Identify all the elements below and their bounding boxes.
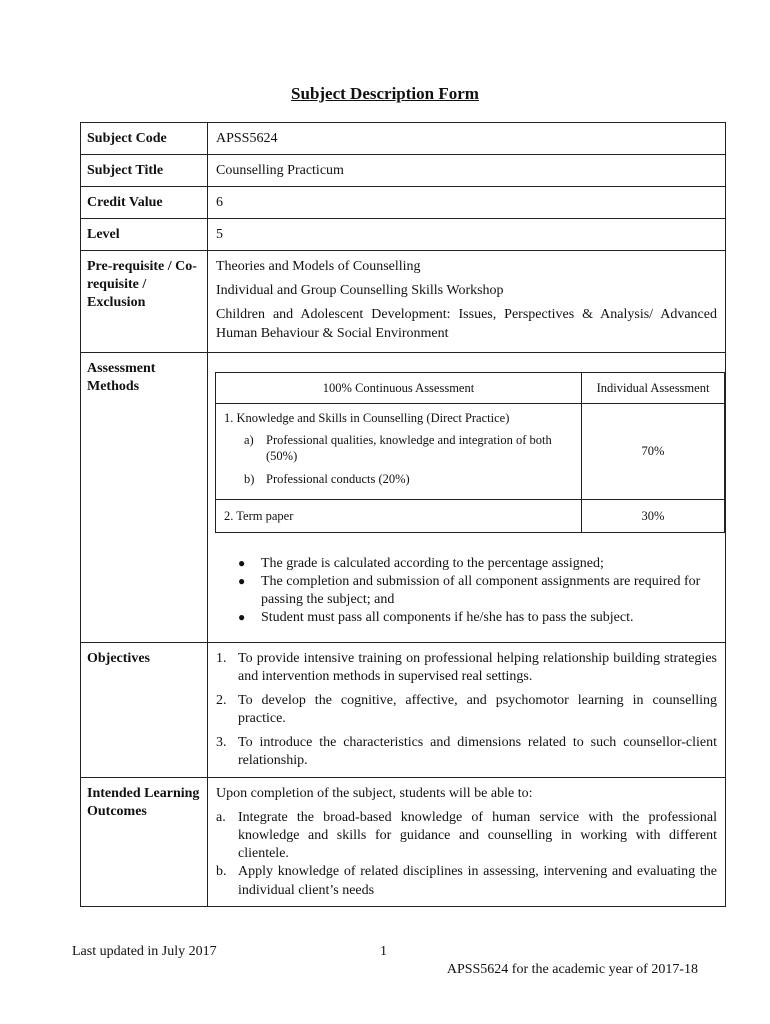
objectives-list xyxy=(216,650,717,771)
assessment-content xyxy=(208,352,726,642)
list-item xyxy=(238,555,717,573)
continuous-assessment-header: 100% Continuous Assessment xyxy=(216,372,582,403)
knowledge-skills-title: 1. Knowledge and Skills in Counselling (Direct Practice) xyxy=(224,410,510,425)
knowledge-skills-weight: 70% xyxy=(582,403,725,499)
assessment-item-row xyxy=(216,403,725,499)
subject-form-table xyxy=(80,122,726,907)
note-text: Student must pass all components if he/she has to pass the subject. xyxy=(261,610,634,626)
subitem-marker: b) xyxy=(244,471,255,486)
footer-academic-year: APSS5624 for the academic year of 2017-18 xyxy=(446,962,698,977)
level-value: 5 xyxy=(208,219,726,251)
page-title: Subject Description Form xyxy=(291,84,479,103)
row-outcomes xyxy=(81,777,726,906)
row-subject-title xyxy=(81,155,726,187)
subitem-a xyxy=(244,432,573,465)
item-text: Apply knowledge of related disciplines in assessing, intervening and evaluating the individual client’s needs xyxy=(238,864,717,898)
assessment-table xyxy=(215,372,725,533)
row-subject-code xyxy=(81,123,726,155)
subject-code-label: Subject Code xyxy=(81,123,208,155)
prerequisite-item: Children and Adolescent Development: Issues, Perspectives & Analysis/ Advanced Human Behaviour & Social Environment xyxy=(216,307,717,341)
item-text: Integrate the broad-based knowledge of human service with the professional knowledge and skills for guidance and counselling in working with different clientele. xyxy=(238,809,717,862)
subject-title-label: Subject Title xyxy=(81,155,208,187)
list-item xyxy=(238,609,717,627)
subject-title-value: Counselling Practicum xyxy=(208,155,726,187)
assessment-notes xyxy=(216,555,717,628)
list-item xyxy=(216,734,717,770)
outcomes-label: Intended Learning Outcomes xyxy=(81,777,208,906)
objectives-content xyxy=(208,642,726,777)
assessment-label: Assessment Methods xyxy=(81,352,208,642)
outcomes-intro: Upon completion of the subject, students will be able to: xyxy=(216,785,533,801)
prerequisite-item: Theories and Models of Counselling xyxy=(216,259,421,274)
assessment-header-row xyxy=(216,372,725,403)
page-number: 1 xyxy=(380,944,387,959)
item-text: To introduce the characteristics and dimensions related to such counsellor-client relationship. xyxy=(238,735,717,769)
item-number: 3. xyxy=(216,735,227,751)
prerequisite-list xyxy=(208,251,726,353)
prerequisite-label: Pre-requisite / Co-requisite / Exclusion xyxy=(81,251,208,353)
list-item xyxy=(238,573,717,609)
bullet-icon: ● xyxy=(238,555,246,570)
individual-assessment-header: Individual Assessment xyxy=(582,372,725,403)
list-item xyxy=(216,692,717,728)
item-text: To develop the cognitive, affective, and psychomotor learning in counselling practice. xyxy=(238,692,717,727)
subitem-b xyxy=(244,471,573,487)
bullet-icon: ● xyxy=(238,610,246,625)
list-item xyxy=(216,650,717,686)
item-number: 2. xyxy=(216,692,227,708)
footer-last-updated: Last updated in July 2017 xyxy=(72,944,217,959)
outcomes-list xyxy=(216,809,717,900)
subitem-marker: a) xyxy=(244,433,254,447)
note-text: The completion and submission of all component assignments are required for passing the subject; and xyxy=(261,573,701,608)
credit-value-value: 6 xyxy=(208,187,726,219)
row-credit-value xyxy=(81,187,726,219)
objectives-label: Objectives xyxy=(81,642,208,777)
row-objectives xyxy=(81,642,726,777)
subitem-text: Professional qualities, knowledge and integration of both (50%) xyxy=(266,433,552,464)
row-level xyxy=(81,219,726,251)
item-number: b. xyxy=(216,864,227,880)
subitem-text: Professional conducts (20%) xyxy=(266,471,410,486)
list-item xyxy=(216,863,717,899)
subject-code-value: APSS5624 xyxy=(208,123,726,155)
item-text: To provide intensive training on professional helping relationship building strategies and intervention methods in supervised real settings. xyxy=(238,650,717,684)
term-paper-cell: 2. Term paper xyxy=(216,499,582,532)
item-number: 1. xyxy=(216,650,227,666)
prerequisite-item: Individual and Group Counselling Skills Workshop xyxy=(216,283,504,299)
credit-value-label: Credit Value xyxy=(81,187,208,219)
list-item xyxy=(216,809,717,864)
level-label: Level xyxy=(81,219,208,251)
row-assessment xyxy=(81,352,726,642)
item-number: a. xyxy=(216,809,226,825)
outcomes-content xyxy=(208,777,726,906)
assessment-item-row xyxy=(216,499,725,532)
term-paper-weight: 30% xyxy=(582,499,725,532)
note-text: The grade is calculated according to the percentage assigned; xyxy=(261,555,604,571)
row-prerequisite xyxy=(81,251,726,353)
knowledge-skills-cell xyxy=(216,403,582,499)
bullet-icon: ● xyxy=(238,573,246,588)
